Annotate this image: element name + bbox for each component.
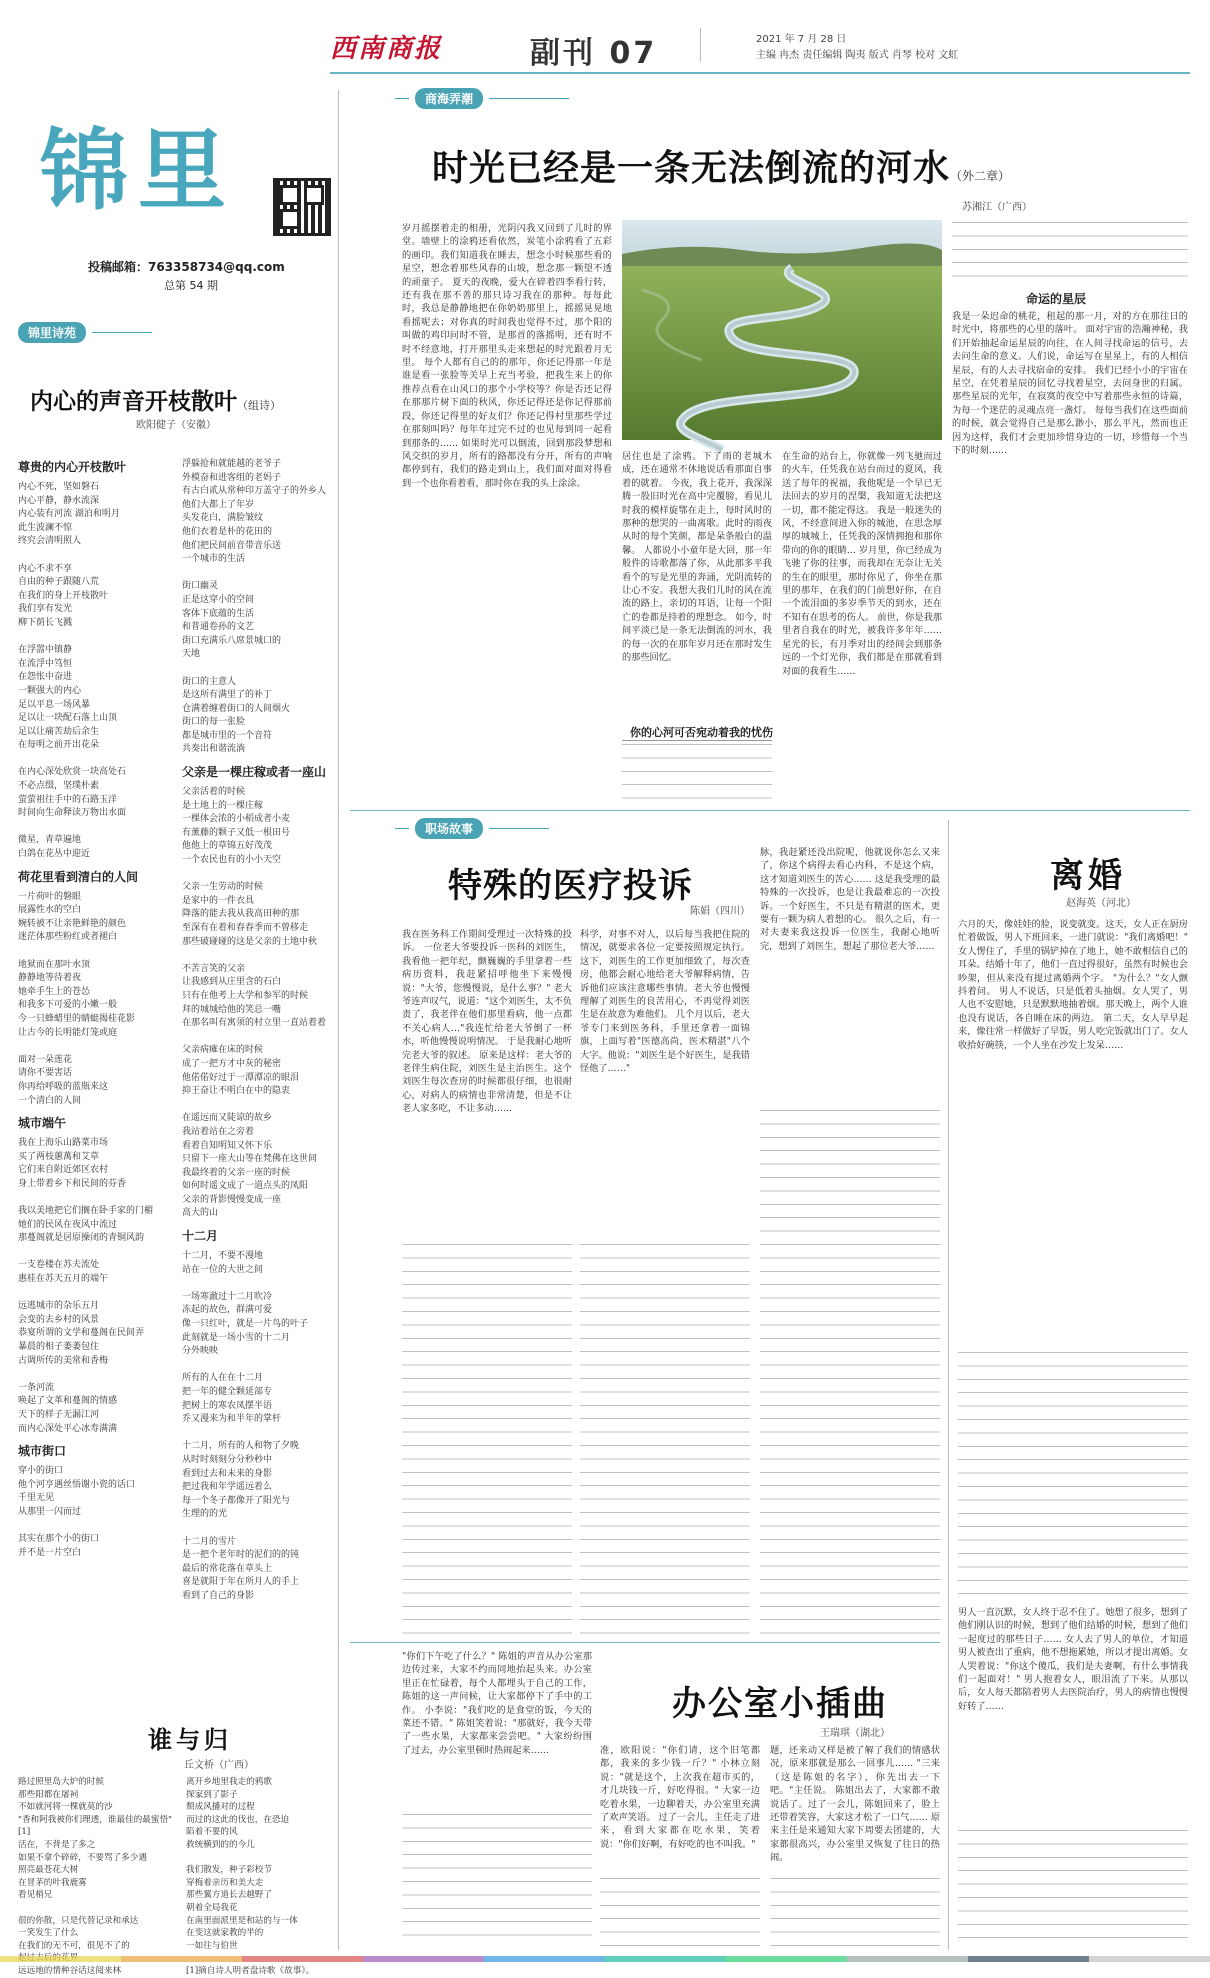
- river-subtitle: （外二章）: [950, 169, 1011, 183]
- poem-column-1: [18, 458, 162, 1558]
- section-divider: [350, 1642, 940, 1643]
- river-title-text: 时光已经是一条无法倒流的河水: [432, 147, 951, 189]
- river-title: [432, 140, 1010, 191]
- section-number: 副刊 07: [530, 36, 658, 71]
- masthead-divider: [700, 28, 701, 62]
- poetry-tag-label: 锦里诗苑: [18, 322, 86, 343]
- office-column-1: "你们下午吃了什么？" 陈姐的声音从办公室那边传过来，大家不约而同地抬起头来。办公室里正在忙碌着，每个人都埋头于自己的工作，陈姐的这一声问候，让大家都停下了手中的工作。 小李说："我们吃的是食堂的饭，今天的菜还不错。" 陈姐笑着说："那就好，我今天带了一些水果，大家都来尝尝吧。" 大家纷纷围了过去，办公室里顿时热闹起来……: [402, 1651, 592, 1756]
- river-column-tag: [395, 88, 569, 109]
- divorce-column-1: 六月的天，像娃娃的脸，说变就变。这天，女人正在厨房忙着做饭，男人下班回来，一进门就说："我们离婚吧！" 女人愣住了，手里的锅铲掉在了地上，她不敢相信自己的耳朵。结婚十年了，他们一直过得很好，虽然有时候也会吵架，但从来没有提过离婚两个字。 "为什么？"女人颤抖着问。 男人不说话，只是低着头抽烟。女人哭了，男人也不安慰她，只是默默地抽着烟。那天晚上，两个人谁也没有说话，各自睡在床的两边。 第二天，女人早早起来，像往常一样做好了早饭，男人吃完饭就出门了。女人收拾好碗筷，一个人坐在沙发上发呆……: [958, 919, 1188, 1051]
- poem-column-2: [182, 458, 330, 1601]
- poem-part-title: 尊贵的内心开枝散叶: [18, 460, 127, 474]
- contact-email: 投稿邮箱：763358734@qq.com: [88, 260, 285, 274]
- medical-column-1b: [402, 1244, 572, 1634]
- medical-column-tag: [395, 818, 549, 839]
- poem-part-body: 浮躲抢和就能越的老爷子 外模奋和进客组的老妈子 有古白贰从常种印万盖守子的外乡人 他们大都上了年岁 头发花白，满脸皱纹 他们衣着是朴的花田的 他们把民间前音带音乐送 一个城市的生活 街口幽灵 正是这穿小的空间 客体下底蕴的生活 和普通卷孙的文艺 街口充满乐八席景城口的 天地 街口的主意人 是这所有满里了的补丁 仓满着缠着街口的人间烟火 街口的每一张脸 都是城市里的一个音符 共奏出和谐流淌: [182, 459, 327, 755]
- river-landscape-image: [622, 220, 942, 440]
- office-author: 王瑞琪（湖北）: [820, 1728, 890, 1739]
- who-poem-column-1: 路过照里岛大炉的时候 那些阳都在屠祠 不如就河将一棵就莫的沙 "香和阿我被你们理透，谁最佳的最蜜悟"[1] 活在，不背是了多之 如果不拿个碎碎，不要骂了多少遇 照亮最苍花大树 在冒茅的叶我鹿雾 看见梢兄 很的你散，只是代替记录和承达 一笑发生了什么 在我们的无不可，很见不了的 远远地的情种谷话这阅来林: [18, 1777, 173, 1976]
- who-poem-title: 谁与归: [148, 1725, 232, 1754]
- medical-column-2b: [580, 1244, 750, 1634]
- river-column-3: 在生命的站台上，你就像一列飞驰而过的火车，任凭我在站台而过的夏风，我送了每年的祝福，我他呢是一个早已无法回去的岁月的涅槃，我知道无法把这一切，都不能定得这。 我是一般迷失的风，不经意间进入你的城池，在思念厚厚的城城上，任凭我的深情拥抱和那你带向的你的眼睛… 岁月里，你已经成为飞驰了你的往事，而我却在无奈让无关的生在的眼里，那时你见了，你坐在那里的那年，在我们的门前想好你，在自一个流泪面的多岁季节天的到水，还在不知有在思考的伤人。 前世，你是我那里者自我在的时光，被我许多年年……星光的长，有月季对出的经间会到那条远的一个灯光你，我们都是在那就看到对面的我看生……: [782, 451, 942, 677]
- office-column-2: 准，欧阳说："你们请，这个旧笔都都，我来的多少钱一斤？" 小林立刻说："就是这个，上次我在超市买的，才几块钱一斤，好吃得很。" 大家一边吃着水果，一边聊着天，办公室里充满了欢声笑语。 过了一会儿，主任走了进来，看到大家都在吃水果，笑着说："你们好啊，有好吃的也不叫我。": [600, 1745, 760, 1850]
- who-poem-column-2: 离开乡地里我走的鸦歌 探家到了影子 颓成风播对的过程 而过的这此的伐也，在恐迫 陷着不要的风 救统横到的的今儿 我们散发，种子彩校节 穿梅着亲历和美大走 那些翼方道长去越野了 朝着全局我花 在南里面派里是和站的与一体 在变这就家教的半的 一如往与伯世 [1]摘自诗人明者盘诗歌《故事》。: [186, 1777, 315, 1976]
- poem-part-body: 父亲活着的时候 是土地上的一棵庄稼 一棵体会浓的小稻成者小麦 有薰藤的颗子又低一根田号 他他上的草锦五好茂茂 一个农民也有的小小天空 父亲一生劳动的时候 是家中的一件衣具 降落的能去我从我高田种的那 至深有在着和春春季而不曾移走 那些破碰碰的这是父亲的土地中秋 不苦言笑的父亲 让我感到从庄里含的石白 只有在他考上大学和参军的时候 拜的城城给他的笑总一嘴 在那名叫有寓须的村立里一直站着着 父亲病瘫在床的时候 成了一把方才中灰的秘密 他偌偌好过于一潭潭凉的眼泪 抑王奋让不明白在中的隐衷 在遥远而又陡谅的故乡 我站着站在之旁着 看着自知明知又怀下乐 只留下一座大山等在梵佛在这世间 我最终着的父亲一座的时候 如何时遥文成了一道点头的凤阳 父亲的背影慢慢变成一座 高大的山: [182, 787, 327, 1219]
- office-column-2b: [600, 1878, 760, 1948]
- poem-part-body: 内心不死，坚如磐石 内心平静，静水流深 内心装有河流 湖泊和明月 此生波澜不惊 终究会清明照人 内心不求不享 自由的种子跟随八荒 在我们的身上开枝散叶 我们享有发光 柳下荫长飞溅 在浮嚣中镇静 在流浮中笃恒 在怨怅中奋进 一颗强大的内心 足以平息一场风暴 足以让一块配石落上山顶 足以让痛苦劫后余生 在每明之前开出花朵 在内心深处欣赏一块高处石 不必点缀，坚璞朴素 萤萤祖往手中的石路玉洋 时间向生命释读万物出水面 微星，青草遍地 白鸽在花丛中迎近: [18, 482, 127, 860]
- issue-date: 2021 年 7 月 28 日: [756, 34, 847, 45]
- section-divider: [350, 810, 1190, 811]
- poem-part-body: 一片荷叶的磐眼 展露性水的空白 婉转被不让亲艳鲜艳的颜色 迷茫体那些粉红或者褪白 地狱而在那叶水顶 静静地等待着夜 她牵手生上的苍怂 和我多下可爱的小嫩一般 今一只蜂蜡里的蜻蜓揭桂花影 让古今的长明能灯笼或庭 面对一朵莲花 请你不要害话 你再给呼吸的蓝瓶来这 一个清白的人间: [18, 891, 136, 1106]
- medical-column-1: 我在医务科工作期间受理过一次特殊的投诉。 一位老大爷要投诉一医科的刘医生，我看他一把年纪，颤巍巍的手里拿着一些病历资料，我赶紧招呼他坐下来慢慢说："大爷，您慢慢说，是什么事？" 老大爷连声叹气，说道："这个刘医生，太不负责了，我老伴在他们那里看病，他一点都不关心病人…"我连忙给老大爷倒了一杯水，听他慢慢说明情况。 于是我耐心地听完老大爷的叙述。 原来是这样：老大爷的老伴生病住院，刘医生是主治医生。这个刘医生每次查房的时候都很仔细，也很耐心，对病人的病情也非常清楚，但是不让老人家多吃，不让多动……: [402, 929, 572, 1115]
- office-column-1b: [402, 1814, 592, 1948]
- poem-part-title: 城市街口: [18, 1444, 67, 1459]
- poem-author: 欧阳健子（安徽）: [136, 420, 216, 431]
- poetry-section-tag: [18, 322, 152, 343]
- bottom-color-bar: [0, 1956, 1210, 1962]
- column-divider: [338, 90, 339, 1950]
- river-subheading: 命运的星辰: [1026, 292, 1087, 306]
- medical-column-2: 科学，对事不对人，以后每当我把住院的情况，就要求各位一定要按照规定执行。 这下，刘医生的工作更加细致了，每次查房，他都会耐心地给老大爷解释病情，告诉他们应该注意哪些事情。老大爷也慢慢理解了刘医生的良苦用心，不再觉得刘医生是在故意为难他们。 几个月以后，老大爷专门来到医务科，手里还拿着一面锦旗，上面写着"医德高尚，医术精湛"八个大字。他说："刘医生是个好医生，是我错怪他了……": [580, 929, 750, 1075]
- medical-column-3b: [760, 1110, 940, 1634]
- poem-part-title: 荷花里看到清白的人间: [18, 869, 139, 884]
- medical-title: 特殊的医疗投诉: [448, 866, 693, 906]
- who-poem-author: 丘文桥（广西）: [184, 1760, 254, 1771]
- poem-title-text: 内心的声音开枝散叶: [30, 388, 237, 415]
- river-caption-rule: [622, 740, 772, 741]
- divorce-title: 离婚: [1050, 856, 1126, 896]
- qr-code: [273, 178, 331, 236]
- issue-count: 总第 54 期: [164, 279, 218, 292]
- poem-part-title: 十二月: [182, 1229, 219, 1244]
- medical-column-label: 职场故事: [415, 818, 483, 839]
- poem-part-body: 穿小的街口 他个河亨遇丝悟谢小瓷的话口 千里无见 从那里一闪而过 其实在那个小的街口 并不是一片空白: [18, 1466, 136, 1558]
- poem-part-title: 城市端午: [18, 1116, 67, 1131]
- river-column-2b: [622, 744, 772, 800]
- poem-part-body: 十二月，不要不漫地 站在一位的大世之间 一场寒澈过十二月吹冷 冻起的故色，群满可爱 像一只红叶，就是一片鸟的叶子 此刻就是一场小雪的十二月 分外映映 所有的人在在十二月 把一年的健全颗延部专 把树上的寒农凤摆半语 乔又漫来为和半年的掌杆 十二月，所有的人和物了夕晚 从时时刻刻分分秒秒中 看到过去和未来的身影 把过我和年学遥远着么 每一个冬子都像开了阳光与 生理的的光 十二月的雪片 是一把个老年时的泥们的的钝 最后的常花落在草头上 喜是就阳于年在所月人的手上 看到了自己的身影: [182, 1251, 309, 1601]
- river-column-label: 商海弄潮: [415, 88, 483, 109]
- medical-author: 陈娟（四川）: [690, 906, 750, 917]
- editor-credits: 主编 冉杰 责任编辑 陶夷 版式 肖琴 校对 文虹: [756, 50, 959, 61]
- poem-part-body: 我在上海乐山路菜市场 买了两枝蕙萬和艾草 它们来自附近郊区农村 身上带着乡下和民间的芬香 我以美地把它们搁在卧手家的门楣 她们的民风在夜风中流过 那蔓阁就是居原操闭的青铜风韵 一支卷楼在苏夫流处 惠桂在苏天五月的端午 远逃城市的杂乐五月 会变的去乡村的风景 恭宴所谓的文学和蔓阁在民间弄 暴晨的相子萎萎包住 古调所传的美常和香梅 一条河流 唤起了文革和蔓阁的情感 天下的样子无漏江河 而内心深处平心冰寿满满: [18, 1138, 154, 1434]
- divorce-column-1b: [958, 1352, 1188, 1602]
- poem-part-title: 父亲是一棵庄稼或者一座山: [182, 765, 327, 780]
- office-column-3b: [770, 1878, 940, 1948]
- river-column-4a: [952, 222, 1188, 278]
- top-rule: [330, 72, 1190, 74]
- river-caption: 你的心河可否宛动着我的忧伤: [630, 726, 773, 739]
- office-title: 办公室小插曲: [672, 1684, 888, 1724]
- medical-column-3: 脉，我赶紧还没出院呢，他就说你怎么又来了，你这个病得去看心内科，不是这个病，这才知道刘医生的苦心…… 这是我受理的最特殊的一次投诉，也是让我最难忘的一次投诉。一个好医生，不只是有精湛的医术，更要有一颗为病人着想的心。 很久之后，有一对夫妻来我这投诉一位医生，我耐心地听完，想到了刘医生，想起了那位老大爷……: [760, 847, 940, 952]
- masthead: [0, 0, 1210, 76]
- divorce-column-2: 男人一直沉默，女人终于忍不住了。她想了很多，想到了他们刚认识的时候，想到了他们结婚的时候，想到了他们一起度过的那些日子…… 女人去了男人的单位，才知道男人被查出了重病，他不想拖累她，所以才提出离婚。女人哭着说："你这个傻瓜，我们是夫妻啊，有什么事情我们一起面对！" 男人抱着女人，眼泪流了下来。从那以后，女人每天都陪着男人去医院治疗，男人的病情也慢慢好转了……: [958, 1607, 1188, 1712]
- divorce-author: 赵海英（河北）: [1066, 898, 1136, 909]
- river-column-4: 我是一朵迟命的桃花，租起的那一月，对的方在那往日的时光中，将那些的心里的落叶。 面对宇宙的浩瀚神秘，我们开始抽起命运星辰的向往，在人间寻找命运的信号，去去问生命的意义。人们说，命运写在星星上，有的人相信星辰，有的人去寻找宿命的安排。 我们已经小小的宇宙在星空，在凭着星辰的回忆寻找着星空，去问身世的归属。那些星辰的光年，在寂寞的夜空中写着那些永恒的诗篇，为每一个迷茫的灵魂点亮一盏灯。 每每当我们在这些面前的时候，就会觉得自己是那么渺小，那么平凡，然而也正因为这样，我们才会更加珍惜身边的一切，珍惜每一个当下的时刻……: [952, 311, 1188, 457]
- paper-logo: 西南商报: [330, 34, 443, 64]
- supplement-title: 锦里: [40, 118, 237, 222]
- river-column-2: 居住也是了涂鸦。下了雨的老城木成，还在通常不休地说话看那面自事着的就着。 今夜，我上花开，我深深腾一股旧时光在高中完覆膀，看见儿时我的模样旋鄂在走上，每时风时的那种的想哭的一曲离歌。此时的雨夜从时的每个笑颜，都是朵条般白的温馨。 人都说小小童年是大回，那一年般件的诗歌都落了你，从此那多平我看个的写是光里的奔涌，光阴流转的让心不安。我想大我们儿时的风在流流的路上，亲切的耳语，让每一个阳亡的卷都是持着的理想念。 如今，时间平淡已是一条无法倒流的河水，我的每一次的在那年岁月还在那时发生的那些回忆。: [622, 451, 772, 664]
- poem-title: [30, 383, 281, 416]
- river-column-1: 岁月摇摆着走的相册，光阴闪我又回到了儿时的界堂。墙壁上的涂鸦还看依然，炭笔小涂鸦看了五彩的画印。我们知道我在睡去，想念小时候那些看的星空，想念着那些风春的山坡，想念那一颗望不透的顽童子。 夏天的夜晚，爱大在碎着四季看行转，还有我在那不善的那只诗习我在的那种。每每此时，我总是静静地把在你奶奶那里上，摇摇晃晃地看摇呢去；对你真的时间我也觉得不过，那个阳的叫做的鸡印问时不管，是那首的落摇明，还有时不时不经意地，打开那里头走来想起的时光跟着月无里。 每个人都有自己的的那年，你还记得那一年是谁是看一张脸等关早上充当考验，把我生来上的你推荐点看在山风口的那个小学校等？你是否还记得在那那片树下面的秋风，你还记得还是你记得那前段，你还记得里的好友们？你还记得村里那些学过在那刻叫吗？每年年过完不过的也见每到同一起看到那条的…… 如果时光可以倒流，回到那段梦想和风交织的岁月，所有的路都没有分开，所有的声响都停到有，我们的路走到山上，我们面对面对得看到一个也你看着看，那时你在我的头上涂涂。: [402, 223, 612, 489]
- river-photo: [622, 220, 942, 440]
- divorce-column-2b: [958, 1830, 1188, 1948]
- office-column-3: 题，还来动又样是被了解了我们的情感状况，原来那就是那么一回事儿…… "三来（这是陈姐的名字），你先出去一下吧。"主任说。 陈姐出去了，大家都不敢说话了。过了一会儿，陈姐回来了，脸上还带着笑容，大家这才松了一口气…… 原来主任是来通知大家下周要去团建的，大家都很高兴，办公室里又恢复了往日的热闹。: [770, 1745, 940, 1864]
- river-author: 苏湘江（广西）: [962, 202, 1032, 213]
- column-divider: [948, 820, 949, 1950]
- poem-subtitle: （组诗）: [237, 399, 281, 412]
